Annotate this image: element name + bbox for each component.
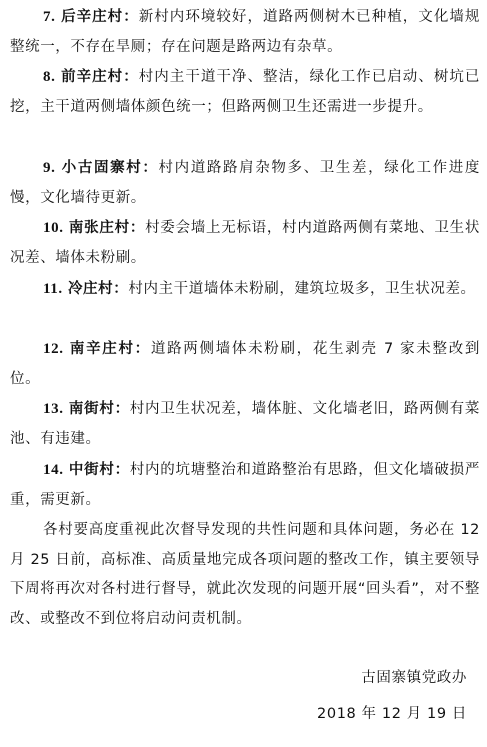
village-name: 后辛庄村： [61,8,139,25]
village-name: 冷庄村： [67,280,129,297]
item-number: 10. [43,220,64,236]
village-name: 小古固寨村： [61,159,159,176]
item-9 [10,153,480,213]
item-number: 9. [43,160,56,176]
item-text: 道路两侧墙体未粉刷，花生剥壳 7 家未整改到位。 [10,341,480,387]
village-name: 南街村： [68,400,130,417]
issue-date: 2018 年 12 月 19 日 [317,706,467,722]
item-text: 村内卫生状况差，墙体脏、文化墙老旧，路两侧有菜池、有违建。 [10,401,480,447]
village-name: 南辛庄村： [69,340,151,357]
item-number: 12. [43,341,64,357]
item-7 [10,2,480,62]
issuing-office: 古固寨镇党政办 [361,670,467,686]
item-number: 14. [43,462,64,478]
item-number: 7. [43,9,56,25]
item-13 [10,394,480,454]
item-number: 11. [43,281,63,297]
item-text: 村内主干道墙体未粉刷，建筑垃圾多，卫生状况差。 [128,281,476,297]
item-text: 村内主干道干净、整洁，绿化工作已启动、树坑已挖，主干道两侧墙体颜色统一；但路两侧卫生还需进一步提升。 [10,69,480,115]
item-text: 村委会墙上无标语，村内道路两侧有菜地、卫生状况差、墙体未粉刷。 [10,220,480,266]
item-number: 13. [43,401,64,417]
item-12 [10,334,480,394]
item-14 [10,455,480,515]
item-text: 村内的坑塘整治和道路整治有思路，但文化墙破损严重，需更新。 [10,462,480,508]
item-text: 村内道路路肩杂物多、卫生差，绿化工作进度慢，文化墙待更新。 [10,160,480,206]
item-8 [10,62,480,122]
item-number: 8. [43,69,56,85]
item-text: 新村内环境较好，道路两侧树木已种植，文化墙规整统一，不存在旱厕；存在问题是路两边有杂草。 [10,9,480,55]
item-10 [10,213,480,273]
village-name: 中街村： [68,461,130,478]
village-name: 前辛庄村： [61,68,139,85]
item-11 [10,274,480,305]
village-name: 南张庄村： [68,219,146,236]
notice-paragraph: 各村要高度重视此次督导发现的共性问题和具体问题，务必在 12 月 25 日前，高标准、高质量地完成各项问题的整改工作，镇主要领导下周将再次对各村进行督导，就此次发现的问题开展“回头看”，对不整改、或整改不到位将启动问责机制。 [10,522,480,627]
